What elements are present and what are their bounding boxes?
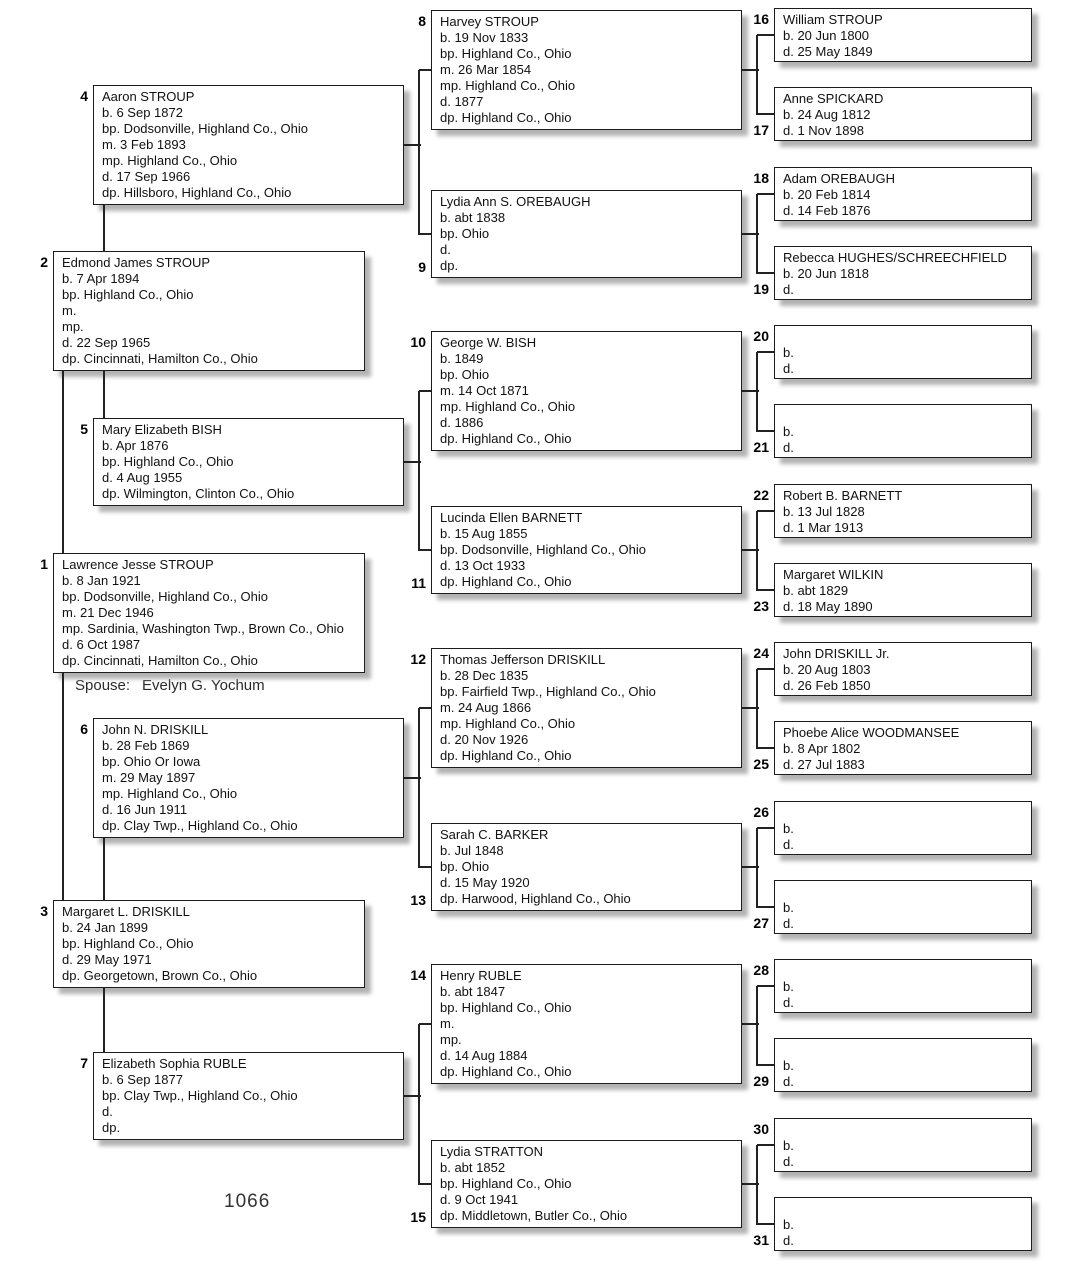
person-detail: m. 14 Oct 1871 (440, 383, 529, 398)
person-box-2[interactable] (53, 251, 365, 371)
person-detail: d. 20 Nov 1926 (440, 732, 529, 747)
person-detail: mp. Highland Co., Ohio (440, 78, 576, 93)
person-name (783, 1122, 1027, 1138)
person-detail: d. 9 Oct 1941 (440, 1192, 519, 1207)
person-detail: m. 3 Feb 1893 (102, 137, 186, 152)
person-detail: b. (783, 424, 794, 439)
person-box-19[interactable] (774, 246, 1032, 300)
connector-line (419, 1183, 431, 1185)
person-box-6[interactable] (93, 718, 404, 838)
person-detail: bp. Highland Co., Ohio (62, 936, 194, 951)
person-detail: m. (62, 303, 77, 318)
person-detail: dp. Cincinnati, Hamilton Co., Ohio (62, 351, 258, 366)
person-detail: b. 6 Sep 1872 (102, 105, 183, 120)
connector-line (756, 669, 758, 749)
person-detail: d. 26 Feb 1850 (783, 678, 871, 693)
person-box-20[interactable] (774, 325, 1032, 379)
connector-line (419, 549, 431, 551)
connector-line (756, 35, 758, 115)
person-detail: b. 19 Nov 1833 (440, 30, 529, 45)
person-detail: d. 27 Jul 1883 (783, 757, 865, 772)
person-name: Robert B. BARNETT (783, 488, 903, 503)
person-box-26[interactable] (774, 801, 1032, 855)
person-number: 31 (753, 1232, 769, 1248)
person-number: 5 (80, 421, 88, 437)
connector-line (103, 371, 105, 418)
person-detail: bp. Highland Co., Ohio (440, 46, 572, 61)
person-detail: d. 25 May 1849 (783, 44, 873, 59)
person-name (783, 884, 1027, 900)
person-name: George W. BISH (440, 335, 537, 350)
person-number: 13 (410, 892, 426, 908)
person-name: Margaret WILKIN (783, 567, 884, 582)
connector-line (418, 1024, 420, 1185)
person-box-31[interactable] (774, 1197, 1032, 1251)
connector-line (757, 34, 774, 36)
person-detail: b. abt 1829 (783, 583, 849, 598)
person-box-18[interactable] (774, 167, 1032, 221)
person-detail: b. 24 Aug 1812 (783, 107, 871, 122)
person-detail: mp. Highland Co., Ohio (440, 716, 576, 731)
person-detail: dp. Middletown, Butler Co., Ohio (440, 1208, 628, 1223)
person-number: 10 (410, 334, 426, 350)
person-number: 27 (753, 915, 769, 931)
connector-line (103, 988, 105, 1052)
person-detail: bp. Fairfield Twp., Highland Co., Ohio (440, 684, 656, 699)
person-detail: b. Apr 1876 (102, 438, 169, 453)
connector-line (757, 113, 774, 115)
connector-line (757, 510, 774, 512)
connector-line (756, 1145, 758, 1225)
person-detail: dp. Hillsboro, Highland Co., Ohio (102, 185, 292, 200)
connector-line (757, 1064, 774, 1066)
person-detail: b. 28 Feb 1869 (102, 738, 190, 753)
person-detail: mp. Highland Co., Ohio (102, 786, 238, 801)
person-detail: m. 21 Dec 1946 (62, 605, 154, 620)
person-name: Adam OREBAUGH (783, 171, 895, 186)
person-name: Lydia Ann S. OREBAUGH (440, 194, 591, 209)
person-detail: d. (783, 282, 794, 297)
person-detail: bp. Dodsonville, Highland Co., Ohio (102, 121, 308, 136)
person-detail: dp. Highland Co., Ohio (440, 748, 572, 763)
person-detail: b. 6 Sep 1877 (102, 1072, 183, 1087)
person-detail: d. 1877 (440, 94, 484, 109)
person-detail: b. 28 Dec 1835 (440, 668, 529, 683)
person-box-11[interactable] (431, 506, 742, 594)
person-detail: mp. Highland Co., Ohio (102, 153, 238, 168)
person-detail: d. (783, 995, 794, 1010)
page-number: 1066 (224, 1191, 271, 1212)
person-name: John DRISKILL Jr. (783, 646, 890, 661)
person-detail: b. (783, 821, 794, 836)
person-detail: d. (440, 242, 451, 257)
person-name: Margaret L. DRISKILL (62, 904, 190, 919)
connector-line (757, 668, 774, 670)
person-name: Rebecca HUGHES/SCHREECHFIELD (783, 250, 1007, 265)
connector-line (757, 1144, 774, 1146)
person-detail: b. abt 1847 (440, 984, 506, 999)
person-detail: d. (783, 361, 794, 376)
person-detail: b. 24 Jan 1899 (62, 920, 149, 935)
person-detail: b. (783, 1058, 794, 1073)
spouse-name: Evelyn G. Yochum (142, 677, 265, 694)
person-detail: bp. Highland Co., Ohio (62, 287, 194, 302)
connector-line (756, 194, 758, 274)
person-number: 19 (753, 281, 769, 297)
person-detail: b. 13 Jul 1828 (783, 504, 865, 519)
person-detail: d. 14 Feb 1876 (783, 203, 871, 218)
person-detail: mp. (440, 1032, 462, 1047)
connector-line (62, 371, 64, 553)
person-detail: b. 1849 (440, 351, 484, 366)
connector-line (756, 511, 758, 591)
person-detail: bp. Dodsonville, Highland Co., Ohio (62, 589, 268, 604)
person-number: 11 (411, 575, 426, 591)
person-box-14[interactable] (431, 964, 742, 1084)
connector-line (757, 747, 774, 749)
person-detail: dp. Georgetown, Brown Co., Ohio (62, 968, 258, 983)
person-detail: dp. Highland Co., Ohio (440, 574, 572, 589)
person-detail: bp. Highland Co., Ohio (102, 454, 234, 469)
person-detail: m. 26 Mar 1854 (440, 62, 532, 77)
person-name: John N. DRISKILL (102, 722, 209, 737)
person-name (783, 408, 1027, 424)
person-detail: d. 1 Mar 1913 (783, 520, 864, 535)
person-detail: d. 1 Nov 1898 (783, 123, 864, 138)
person-number: 7 (80, 1055, 88, 1071)
person-detail: m. 29 May 1897 (102, 770, 196, 785)
person-detail: bp. Ohio (440, 859, 490, 874)
person-box-15[interactable] (431, 1140, 742, 1228)
connector-line (418, 70, 420, 235)
person-detail: dp. Wilmington, Clinton Co., Ohio (102, 486, 295, 501)
person-detail: b. abt 1852 (440, 1160, 506, 1175)
person-detail: b. abt 1838 (440, 210, 506, 225)
person-detail: d. (783, 440, 794, 455)
person-name: Lucinda Ellen BARNETT (440, 510, 583, 525)
person-detail: bp. Ohio (440, 226, 490, 241)
person-name: Thomas Jefferson DRISKILL (440, 652, 606, 667)
person-name: Sarah C. BARKER (440, 827, 549, 842)
person-number: 29 (753, 1073, 769, 1089)
person-detail: d. 13 Oct 1933 (440, 558, 526, 573)
person-detail: dp. Clay Twp., Highland Co., Ohio (102, 818, 298, 833)
connector-line (419, 233, 431, 235)
person-detail: b. (783, 979, 794, 994)
person-box-4[interactable] (93, 85, 404, 205)
connector-line (756, 828, 758, 908)
connector-line (757, 430, 774, 432)
person-detail: d. 16 Jun 1911 (102, 802, 188, 817)
person-detail: m. (440, 1016, 455, 1031)
person-name (783, 329, 1027, 345)
person-detail: dp. Highland Co., Ohio (440, 1064, 572, 1079)
connector-line (757, 1223, 774, 1225)
person-detail: b. 20 Aug 1803 (783, 662, 871, 677)
person-name: Lydia STRATTON (440, 1144, 544, 1159)
person-detail: dp. Harwood, Highland Co., Ohio (440, 891, 631, 906)
person-detail: b. 7 Apr 1894 (62, 271, 140, 286)
person-detail: m. 24 Aug 1866 (440, 700, 532, 715)
person-name: Aaron STROUP (102, 89, 195, 104)
person-number: 22 (753, 487, 769, 503)
connector-line (103, 838, 105, 900)
person-number: 25 (753, 756, 769, 772)
person-number: 20 (753, 328, 769, 344)
connector-line (756, 986, 758, 1066)
person-name: William STROUP (783, 12, 883, 27)
person-detail: b. 20 Jun 1818 (783, 266, 870, 281)
person-name: Lawrence Jesse STROUP (62, 557, 214, 572)
person-detail: dp. Highland Co., Ohio (440, 110, 572, 125)
person-detail: d. 18 May 1890 (783, 599, 873, 614)
person-name: Mary Elizabeth BISH (102, 422, 222, 437)
person-number: 30 (753, 1121, 769, 1137)
connector-line (757, 272, 774, 274)
connector-line (757, 906, 774, 908)
person-number: 17 (753, 122, 769, 138)
person-detail: d. 14 Aug 1884 (440, 1048, 528, 1063)
person-number: 24 (753, 645, 769, 661)
person-number: 28 (753, 962, 769, 978)
person-box-16[interactable] (774, 8, 1032, 62)
person-box-22[interactable] (774, 484, 1032, 538)
person-number: 21 (753, 439, 769, 455)
person-name (783, 1042, 1027, 1058)
person-detail: b. 8 Jan 1921 (62, 573, 141, 588)
person-detail: d. 22 Sep 1965 (62, 335, 151, 350)
person-number: 18 (753, 170, 769, 186)
person-detail: b. (783, 1138, 794, 1153)
person-number: 2 (40, 254, 48, 270)
person-detail: bp. Ohio (440, 367, 490, 382)
person-name: Anne SPICKARD (783, 91, 884, 106)
person-name (783, 963, 1027, 979)
connector-line (757, 589, 774, 591)
person-detail: b. (783, 900, 794, 915)
person-name (783, 1201, 1027, 1217)
connector-line (419, 390, 431, 392)
connector-line (756, 352, 758, 432)
person-detail: b. 15 Aug 1855 (440, 526, 528, 541)
connector-line (62, 673, 64, 900)
person-box-5[interactable] (93, 418, 404, 506)
connector-line (757, 985, 774, 987)
person-box-10[interactable] (431, 331, 742, 451)
person-name (783, 805, 1027, 821)
person-name: Edmond James STROUP (62, 255, 211, 270)
person-box-12[interactable] (431, 648, 742, 768)
person-detail: d. 4 Aug 1955 (102, 470, 183, 485)
person-detail: bp. Dodsonville, Highland Co., Ohio (440, 542, 646, 557)
person-detail: d. (783, 1154, 794, 1169)
connector-line (418, 391, 420, 551)
person-box-27[interactable] (774, 880, 1032, 934)
person-number: 15 (410, 1209, 426, 1225)
spouse-label: Spouse: (75, 677, 131, 694)
person-box-1[interactable] (53, 553, 365, 673)
person-box-7[interactable] (93, 1052, 404, 1140)
person-detail: b. 8 Apr 1802 (783, 741, 861, 756)
person-detail: b. 20 Feb 1814 (783, 187, 871, 202)
person-detail: d. (102, 1104, 113, 1119)
person-detail: d. 15 May 1920 (440, 875, 530, 890)
person-name: Henry RUBLE (440, 968, 522, 983)
person-box-17[interactable] (774, 87, 1032, 141)
person-number: 4 (80, 88, 88, 104)
person-number: 6 (80, 721, 88, 737)
person-detail: d. 1886 (440, 415, 484, 430)
person-detail: b. 20 Jun 1800 (783, 28, 870, 43)
person-number: 1 (40, 556, 48, 572)
person-detail: dp. Cincinnati, Hamilton Co., Ohio (62, 653, 258, 668)
connector-line (757, 351, 774, 353)
person-name: Elizabeth Sophia RUBLE (102, 1056, 247, 1071)
person-box-29[interactable] (774, 1038, 1032, 1092)
connector-line (757, 827, 774, 829)
person-detail: d. 29 May 1971 (62, 952, 152, 967)
person-number: 3 (40, 903, 48, 919)
person-number: 8 (418, 13, 426, 29)
person-detail: mp. (62, 319, 84, 334)
person-box-23[interactable] (774, 563, 1032, 617)
person-detail: d. (783, 1074, 794, 1089)
person-number: 26 (753, 804, 769, 820)
spouse-note (75, 677, 265, 694)
person-number: 12 (410, 651, 426, 667)
person-box-9[interactable] (431, 190, 742, 278)
person-box-30[interactable] (774, 1118, 1032, 1172)
connector-line (419, 866, 431, 868)
person-detail: bp. Highland Co., Ohio (440, 1000, 572, 1015)
connector-line (103, 205, 105, 251)
person-number: 23 (753, 598, 769, 614)
person-box-8[interactable] (431, 10, 742, 130)
connector-line (419, 1023, 431, 1025)
person-name: Phoebe Alice WOODMANSEE (783, 725, 960, 740)
person-detail: d. (783, 1233, 794, 1248)
connector-line (418, 708, 420, 868)
person-detail: bp. Highland Co., Ohio (440, 1176, 572, 1191)
person-detail: dp. (440, 258, 459, 273)
person-number: 16 (753, 11, 769, 27)
person-box-13[interactable] (431, 823, 742, 911)
person-detail: dp. (102, 1120, 121, 1135)
person-detail: mp. Sardinia, Washington Twp., Brown Co., Ohio (62, 621, 344, 636)
person-detail: d. 17 Sep 1966 (102, 169, 191, 184)
person-name: Harvey STROUP (440, 14, 539, 29)
person-detail: b. (783, 1217, 794, 1232)
person-detail: b. Jul 1848 (440, 843, 504, 858)
person-box-24[interactable] (774, 642, 1032, 696)
person-detail: bp. Ohio Or Iowa (102, 754, 201, 769)
person-detail: dp. Highland Co., Ohio (440, 431, 572, 446)
person-box-25[interactable] (774, 721, 1032, 775)
person-detail: d. (783, 837, 794, 852)
person-detail: b. (783, 345, 794, 360)
connector-line (419, 69, 431, 71)
person-detail: d. (783, 916, 794, 931)
person-box-28[interactable] (774, 959, 1032, 1013)
person-number: 9 (418, 259, 426, 275)
person-box-21[interactable] (774, 404, 1032, 458)
person-box-3[interactable] (53, 900, 365, 988)
connector-line (757, 193, 774, 195)
person-detail: bp. Clay Twp., Highland Co., Ohio (102, 1088, 298, 1103)
connector-line (419, 707, 431, 709)
person-detail: mp. Highland Co., Ohio (440, 399, 576, 414)
person-detail: d. 6 Oct 1987 (62, 637, 141, 652)
person-number: 14 (410, 967, 426, 983)
